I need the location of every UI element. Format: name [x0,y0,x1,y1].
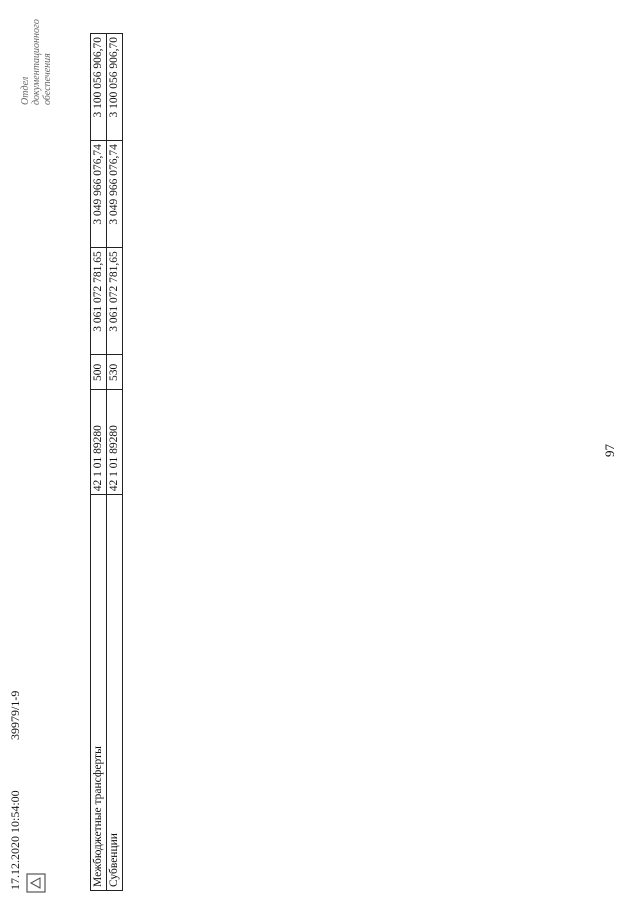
table-row [91,34,107,891]
row-name: Субвенции [106,495,122,891]
row-value-2023: 3 100 056 906,70 [106,34,122,141]
table-row [106,34,122,891]
footer-doc-id: 39979/1-9 [8,690,22,740]
row-vr: 500 [91,355,107,390]
budget-table [90,33,123,891]
row-value-2023: 3 100 056 906,70 [91,34,107,141]
footer-date: 17.12.2020 10:54:00 [8,790,22,890]
row-code: 42 1 01 89280 [91,390,107,495]
row-name: Межбюджетные трансферты [91,495,107,891]
row-vr: 530 [106,355,122,390]
document-logo-icon [24,871,48,895]
row-value-2022: 3 049 966 076,74 [106,141,122,248]
row-value-2022: 3 049 966 076,74 [91,141,107,248]
department-stamp: Отдел документационного обеспечения [20,19,53,105]
row-value-2021: 3 061 072 781,65 [106,248,122,355]
row-code: 42 1 01 89280 [106,390,122,495]
page-number: 97 [602,444,617,457]
row-value-2021: 3 061 072 781,65 [91,248,107,355]
